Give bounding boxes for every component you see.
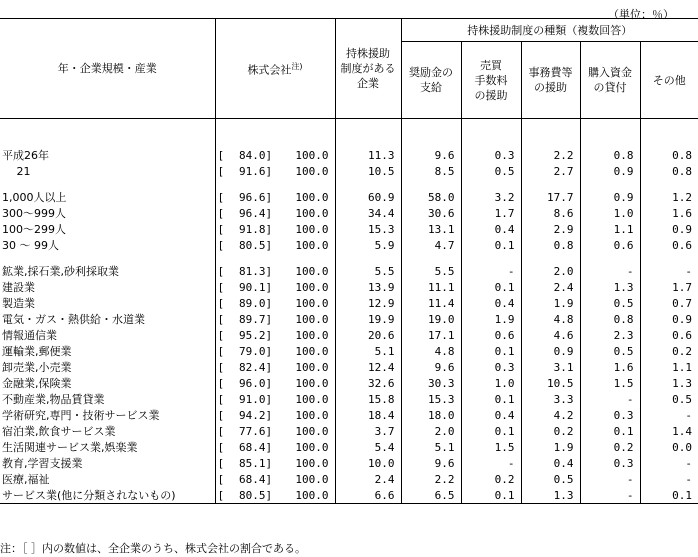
value-v1: 9.6 bbox=[401, 147, 461, 163]
total-value: 100.0 bbox=[295, 440, 329, 454]
row-label: 宿泊業,飲食サービス業 bbox=[2, 425, 116, 438]
type-group-header: 持株援助制度の種類（複数回答） bbox=[401, 19, 698, 42]
admin-cost-header bbox=[521, 42, 580, 119]
total-value: 100.0 bbox=[275, 487, 335, 504]
value-v1: 17.1 bbox=[401, 327, 461, 343]
total-value: 100.0 bbox=[295, 424, 329, 438]
company-ratio: 79.0] bbox=[239, 344, 273, 358]
row-label: 生活関連サービス業,娯楽業 bbox=[2, 441, 138, 454]
company-ratio: 89.0] bbox=[239, 296, 273, 310]
bracket-open: [ bbox=[215, 487, 239, 504]
row-label: 建設業 bbox=[2, 281, 35, 294]
value-v1: 4.8 bbox=[401, 343, 461, 359]
bracket-open: [ bbox=[215, 359, 239, 375]
value-v1: 30.3 bbox=[401, 375, 461, 391]
value-v5: 1.1 bbox=[640, 359, 698, 375]
value-v1: 11.1 bbox=[401, 279, 461, 295]
bracket-open: [ bbox=[215, 311, 239, 327]
company-ratio: 89.7] bbox=[239, 312, 273, 326]
value-v3: 8.6 bbox=[521, 205, 580, 221]
value-v4: 0.5 bbox=[580, 343, 640, 359]
total-value: 100.0 bbox=[295, 238, 329, 252]
value-v5: 0.8 bbox=[640, 147, 698, 163]
value-v3: 0.8 bbox=[521, 237, 580, 253]
table-row bbox=[0, 221, 698, 237]
value-v4: 0.6 bbox=[580, 237, 640, 253]
value-v4: - bbox=[580, 487, 640, 504]
company-ratio: 80.5] bbox=[239, 487, 275, 504]
bracket-open: [ bbox=[215, 163, 239, 179]
value-has: 11.3 bbox=[335, 147, 401, 163]
value-v4: 2.3 bbox=[580, 327, 640, 343]
value-v1: 4.7 bbox=[401, 237, 461, 253]
value-v2: 3.2 bbox=[461, 189, 521, 205]
table-row bbox=[0, 189, 698, 205]
table-row bbox=[0, 311, 698, 327]
bracket-open: [ bbox=[215, 375, 239, 391]
subsidy-header-line-1: 奨励金の bbox=[409, 66, 454, 79]
row-label: 製造業 bbox=[2, 297, 35, 310]
row-label: 30 ～ 99人 bbox=[2, 239, 59, 252]
total-value: 100.0 bbox=[295, 392, 329, 406]
table-row bbox=[0, 487, 698, 504]
value-v5: 0.7 bbox=[640, 295, 698, 311]
company-ratio: 91.0] bbox=[239, 392, 273, 406]
total-value: 100.0 bbox=[295, 328, 329, 342]
value-has: 13.9 bbox=[335, 279, 401, 295]
value-v1: 13.1 bbox=[401, 221, 461, 237]
value-v5: - bbox=[640, 471, 698, 487]
value-v2: 0.1 bbox=[461, 279, 521, 295]
table-row bbox=[0, 295, 698, 311]
value-v3: 0.5 bbox=[521, 471, 580, 487]
total-value: 100.0 bbox=[295, 164, 329, 178]
value-v1: 2.0 bbox=[401, 423, 461, 439]
bracket-open: [ bbox=[215, 327, 239, 343]
value-v1: 6.5 bbox=[401, 487, 461, 504]
value-v4: 0.5 bbox=[580, 295, 640, 311]
value-v3: 1.9 bbox=[521, 439, 580, 455]
value-v5: - bbox=[640, 407, 698, 423]
value-v2: 0.4 bbox=[461, 407, 521, 423]
bracket-open: [ bbox=[215, 237, 239, 253]
value-v1: 19.0 bbox=[401, 311, 461, 327]
value-v4: 0.3 bbox=[580, 455, 640, 471]
company-ratio: 91.6] bbox=[239, 164, 273, 178]
table-row bbox=[0, 327, 698, 343]
company-ratio: 82.4] bbox=[239, 360, 273, 374]
value-v2: 0.3 bbox=[461, 359, 521, 375]
loan-header-line-2: の貸付 bbox=[593, 81, 627, 94]
company-ratio: 94.2] bbox=[239, 408, 273, 422]
company-ratio: 81.3] bbox=[239, 264, 273, 278]
spacer-row bbox=[0, 253, 698, 263]
value-v5: 1.3 bbox=[640, 375, 698, 391]
table-body bbox=[0, 119, 698, 504]
value-v3: 10.5 bbox=[521, 375, 580, 391]
value-v4: - bbox=[580, 391, 640, 407]
table-row bbox=[0, 205, 698, 221]
table-row bbox=[0, 407, 698, 423]
value-v5: 0.5 bbox=[640, 391, 698, 407]
row-label: 卸売業,小売業 bbox=[2, 361, 72, 374]
row-label: 情報通信業 bbox=[2, 329, 57, 342]
total-value: 100.0 bbox=[295, 472, 329, 486]
value-v3: 1.9 bbox=[521, 295, 580, 311]
value-has: 10.5 bbox=[335, 163, 401, 179]
value-has: 18.4 bbox=[335, 407, 401, 423]
row-label: 平成26年 bbox=[2, 149, 49, 162]
total-value: 100.0 bbox=[295, 344, 329, 358]
value-v3: 0.4 bbox=[521, 455, 580, 471]
bracket-open: [ bbox=[215, 455, 239, 471]
value-v4: 0.8 bbox=[580, 311, 640, 327]
table-row bbox=[0, 147, 698, 163]
value-v2: 0.1 bbox=[461, 423, 521, 439]
company-ratio: 96.6] bbox=[239, 190, 273, 204]
value-v5: 1.2 bbox=[640, 189, 698, 205]
subsidy-header bbox=[401, 42, 461, 119]
value-v2: 0.5 bbox=[461, 163, 521, 179]
value-v1: 2.2 bbox=[401, 471, 461, 487]
value-has: 20.6 bbox=[335, 327, 401, 343]
value-v1: 5.5 bbox=[401, 263, 461, 279]
table-row bbox=[0, 263, 698, 279]
value-v3: 1.3 bbox=[521, 487, 580, 504]
other-header bbox=[640, 42, 698, 119]
table-row bbox=[0, 163, 698, 179]
bracket-open: [ bbox=[215, 205, 239, 221]
value-v1: 8.5 bbox=[401, 163, 461, 179]
table-row bbox=[0, 279, 698, 295]
value-v2: - bbox=[461, 263, 521, 279]
value-v5: 0.9 bbox=[640, 311, 698, 327]
value-v3: 2.7 bbox=[521, 163, 580, 179]
value-has: 5.1 bbox=[335, 343, 401, 359]
table-row bbox=[0, 343, 698, 359]
value-has: 15.3 bbox=[335, 221, 401, 237]
company-header bbox=[215, 19, 335, 119]
value-v4: - bbox=[580, 263, 640, 279]
total-value: 100.0 bbox=[295, 408, 329, 422]
row-label: 金融業,保険業 bbox=[2, 377, 72, 390]
total-value: 100.0 bbox=[295, 190, 329, 204]
value-has: 32.6 bbox=[335, 375, 401, 391]
value-v2: 1.7 bbox=[461, 205, 521, 221]
company-ratio: 96.4] bbox=[239, 206, 273, 220]
value-v3: 2.2 bbox=[521, 147, 580, 163]
value-v3: 2.0 bbox=[521, 263, 580, 279]
company-ratio: 84.0] bbox=[239, 148, 273, 162]
value-v4: 1.6 bbox=[580, 359, 640, 375]
value-v4: 1.5 bbox=[580, 375, 640, 391]
loan-header bbox=[580, 42, 640, 119]
value-v1: 15.3 bbox=[401, 391, 461, 407]
value-v4: 0.2 bbox=[580, 439, 640, 455]
value-v2: 1.5 bbox=[461, 439, 521, 455]
value-v3: 2.4 bbox=[521, 279, 580, 295]
bracket-open: [ bbox=[215, 295, 239, 311]
value-has: 6.6 bbox=[335, 487, 401, 504]
company-note-mark: 注) bbox=[291, 62, 303, 72]
value-v4: - bbox=[580, 471, 640, 487]
value-has: 12.9 bbox=[335, 295, 401, 311]
spacer-row bbox=[0, 119, 698, 148]
row-label: サービス業(他に分類されないもの) bbox=[0, 487, 215, 504]
value-v2: 0.1 bbox=[461, 343, 521, 359]
value-v5: 1.7 bbox=[640, 279, 698, 295]
has-system-line-1: 持株援助 bbox=[346, 47, 391, 60]
bracket-open: [ bbox=[215, 221, 239, 237]
table-row bbox=[0, 375, 698, 391]
value-has: 12.4 bbox=[335, 359, 401, 375]
value-v5: - bbox=[640, 455, 698, 471]
value-v2: 0.2 bbox=[461, 471, 521, 487]
value-has: 5.4 bbox=[335, 439, 401, 455]
value-has: 15.8 bbox=[335, 391, 401, 407]
bracket-open: [ bbox=[215, 343, 239, 359]
value-v5: 0.6 bbox=[640, 237, 698, 253]
bracket-open: [ bbox=[215, 189, 239, 205]
total-value: 100.0 bbox=[295, 280, 329, 294]
row-label: 運輸業,郵便業 bbox=[2, 345, 72, 358]
company-ratio: 96.0] bbox=[239, 376, 273, 390]
total-value: 100.0 bbox=[295, 148, 329, 162]
company-ratio: 90.1] bbox=[239, 280, 273, 294]
value-v1: 9.6 bbox=[401, 359, 461, 375]
value-v1: 11.4 bbox=[401, 295, 461, 311]
value-v1: 30.6 bbox=[401, 205, 461, 221]
value-v5: 1.6 bbox=[640, 205, 698, 221]
value-v4: 0.3 bbox=[580, 407, 640, 423]
value-v2: 0.1 bbox=[461, 237, 521, 253]
value-v3: 4.6 bbox=[521, 327, 580, 343]
value-v5: 1.4 bbox=[640, 423, 698, 439]
value-v4: 0.9 bbox=[580, 163, 640, 179]
total-value: 100.0 bbox=[295, 456, 329, 470]
company-ratio: 85.1] bbox=[239, 456, 273, 470]
value-has: 60.9 bbox=[335, 189, 401, 205]
value-has: 5.9 bbox=[335, 237, 401, 253]
bracket-open: [ bbox=[215, 471, 239, 487]
table-row bbox=[0, 359, 698, 375]
footnote: 注：［ ］内の数値は、全企業のうち、株式会社の割合である。 bbox=[0, 542, 306, 555]
bracket-open: [ bbox=[215, 423, 239, 439]
value-v1: 5.1 bbox=[401, 439, 461, 455]
value-has: 5.5 bbox=[335, 263, 401, 279]
value-v2: 0.4 bbox=[461, 221, 521, 237]
row-label: 鉱業,採石業,砂利採取業 bbox=[2, 265, 119, 278]
value-v4: 1.0 bbox=[580, 205, 640, 221]
total-value: 100.0 bbox=[295, 222, 329, 236]
value-v5: 0.9 bbox=[640, 221, 698, 237]
total-value: 100.0 bbox=[295, 376, 329, 390]
table-row bbox=[0, 455, 698, 471]
other-header-line-1: その他 bbox=[652, 73, 686, 87]
bracket-open: [ bbox=[215, 147, 239, 163]
value-v2: 0.4 bbox=[461, 295, 521, 311]
value-v3: 0.2 bbox=[521, 423, 580, 439]
row-label: 電気・ガス・熱供給・水道業 bbox=[2, 313, 145, 326]
commission-header bbox=[461, 42, 521, 119]
value-v4: 1.1 bbox=[580, 221, 640, 237]
bracket-open: [ bbox=[215, 407, 239, 423]
value-has: 34.4 bbox=[335, 205, 401, 221]
total-value: 100.0 bbox=[295, 206, 329, 220]
value-has: 3.7 bbox=[335, 423, 401, 439]
value-v2: 0.3 bbox=[461, 147, 521, 163]
value-v3: 2.9 bbox=[521, 221, 580, 237]
value-v5: 0.6 bbox=[640, 327, 698, 343]
value-has: 2.4 bbox=[335, 471, 401, 487]
table-row bbox=[0, 439, 698, 455]
value-v4: 0.8 bbox=[580, 147, 640, 163]
commission-header-line-2: 手数料 bbox=[474, 73, 508, 87]
value-v3: 4.2 bbox=[521, 407, 580, 423]
company-ratio: 68.4] bbox=[239, 440, 273, 454]
commission-header-line-3: の援助 bbox=[474, 88, 508, 102]
admin-cost-header-line-1: 事務費等 bbox=[528, 66, 573, 79]
bracket-open: [ bbox=[215, 391, 239, 407]
value-v3: 3.1 bbox=[521, 359, 580, 375]
value-v2: 0.6 bbox=[461, 327, 521, 343]
company-ratio: 91.8] bbox=[239, 222, 273, 236]
value-v2: 0.1 bbox=[461, 391, 521, 407]
table-row bbox=[0, 391, 698, 407]
value-has: 10.0 bbox=[335, 455, 401, 471]
row-label: 1,000人以上 bbox=[2, 191, 67, 204]
total-value: 100.0 bbox=[295, 264, 329, 278]
value-v1: 9.6 bbox=[401, 455, 461, 471]
total-value: 100.0 bbox=[295, 360, 329, 374]
admin-cost-header-line-2: の援助 bbox=[534, 81, 568, 94]
subsidy-header-line-2: 支給 bbox=[420, 81, 443, 94]
has-system-line-2: 制度がある企業 bbox=[340, 62, 396, 90]
table-row bbox=[0, 471, 698, 487]
company-ratio: 80.5] bbox=[239, 238, 273, 252]
row-label: 医療,福祉 bbox=[2, 473, 50, 486]
bracket-open: [ bbox=[215, 279, 239, 295]
table-row bbox=[0, 237, 698, 253]
category-header: 年・企業規模・産業 bbox=[0, 19, 215, 119]
has-system-header bbox=[335, 19, 401, 119]
row-label: 学術研究,専門・技術サービス業 bbox=[2, 409, 160, 422]
value-v4: 0.9 bbox=[580, 189, 640, 205]
company-ratio: 68.4] bbox=[239, 472, 273, 486]
value-v1: 58.0 bbox=[401, 189, 461, 205]
row-label: 不動産業,物品賃貸業 bbox=[2, 393, 105, 406]
value-has: 19.9 bbox=[335, 311, 401, 327]
value-v3: 3.3 bbox=[521, 391, 580, 407]
value-v5: 0.1 bbox=[640, 487, 698, 504]
company-ratio: 95.2] bbox=[239, 328, 273, 342]
value-v1: 18.0 bbox=[401, 407, 461, 423]
value-v2: 1.9 bbox=[461, 311, 521, 327]
value-v4: 0.1 bbox=[580, 423, 640, 439]
value-v3: 17.7 bbox=[521, 189, 580, 205]
bracket-open: [ bbox=[215, 439, 239, 455]
value-v4: 1.3 bbox=[580, 279, 640, 295]
value-v5: 0.2 bbox=[640, 343, 698, 359]
total-value: 100.0 bbox=[295, 312, 329, 326]
row-label: 100～299人 bbox=[2, 223, 66, 236]
value-v5: 0.8 bbox=[640, 163, 698, 179]
value-v5: - bbox=[640, 263, 698, 279]
company-ratio: 77.6] bbox=[239, 424, 273, 438]
total-value: 100.0 bbox=[295, 296, 329, 310]
value-v5: 0.0 bbox=[640, 439, 698, 455]
row-label: 21 bbox=[2, 165, 31, 178]
loan-header-line-1: 購入資金 bbox=[588, 66, 633, 79]
value-v2: 1.0 bbox=[461, 375, 521, 391]
row-label: 教育,学習支援業 bbox=[2, 457, 83, 470]
bracket-open: [ bbox=[215, 263, 239, 279]
value-v2: - bbox=[461, 455, 521, 471]
stock-ownership-support-table bbox=[0, 18, 698, 504]
table-row bbox=[0, 423, 698, 439]
commission-header-line-1: 売買 bbox=[480, 58, 503, 72]
spacer-row bbox=[0, 179, 698, 189]
value-v3: 4.8 bbox=[521, 311, 580, 327]
company-header-label: 株式会社 bbox=[247, 63, 292, 77]
unit-label: （単位：％） bbox=[608, 8, 674, 21]
value-v2: 0.1 bbox=[461, 487, 521, 504]
value-v3: 0.9 bbox=[521, 343, 580, 359]
row-label: 300～999人 bbox=[2, 207, 66, 220]
